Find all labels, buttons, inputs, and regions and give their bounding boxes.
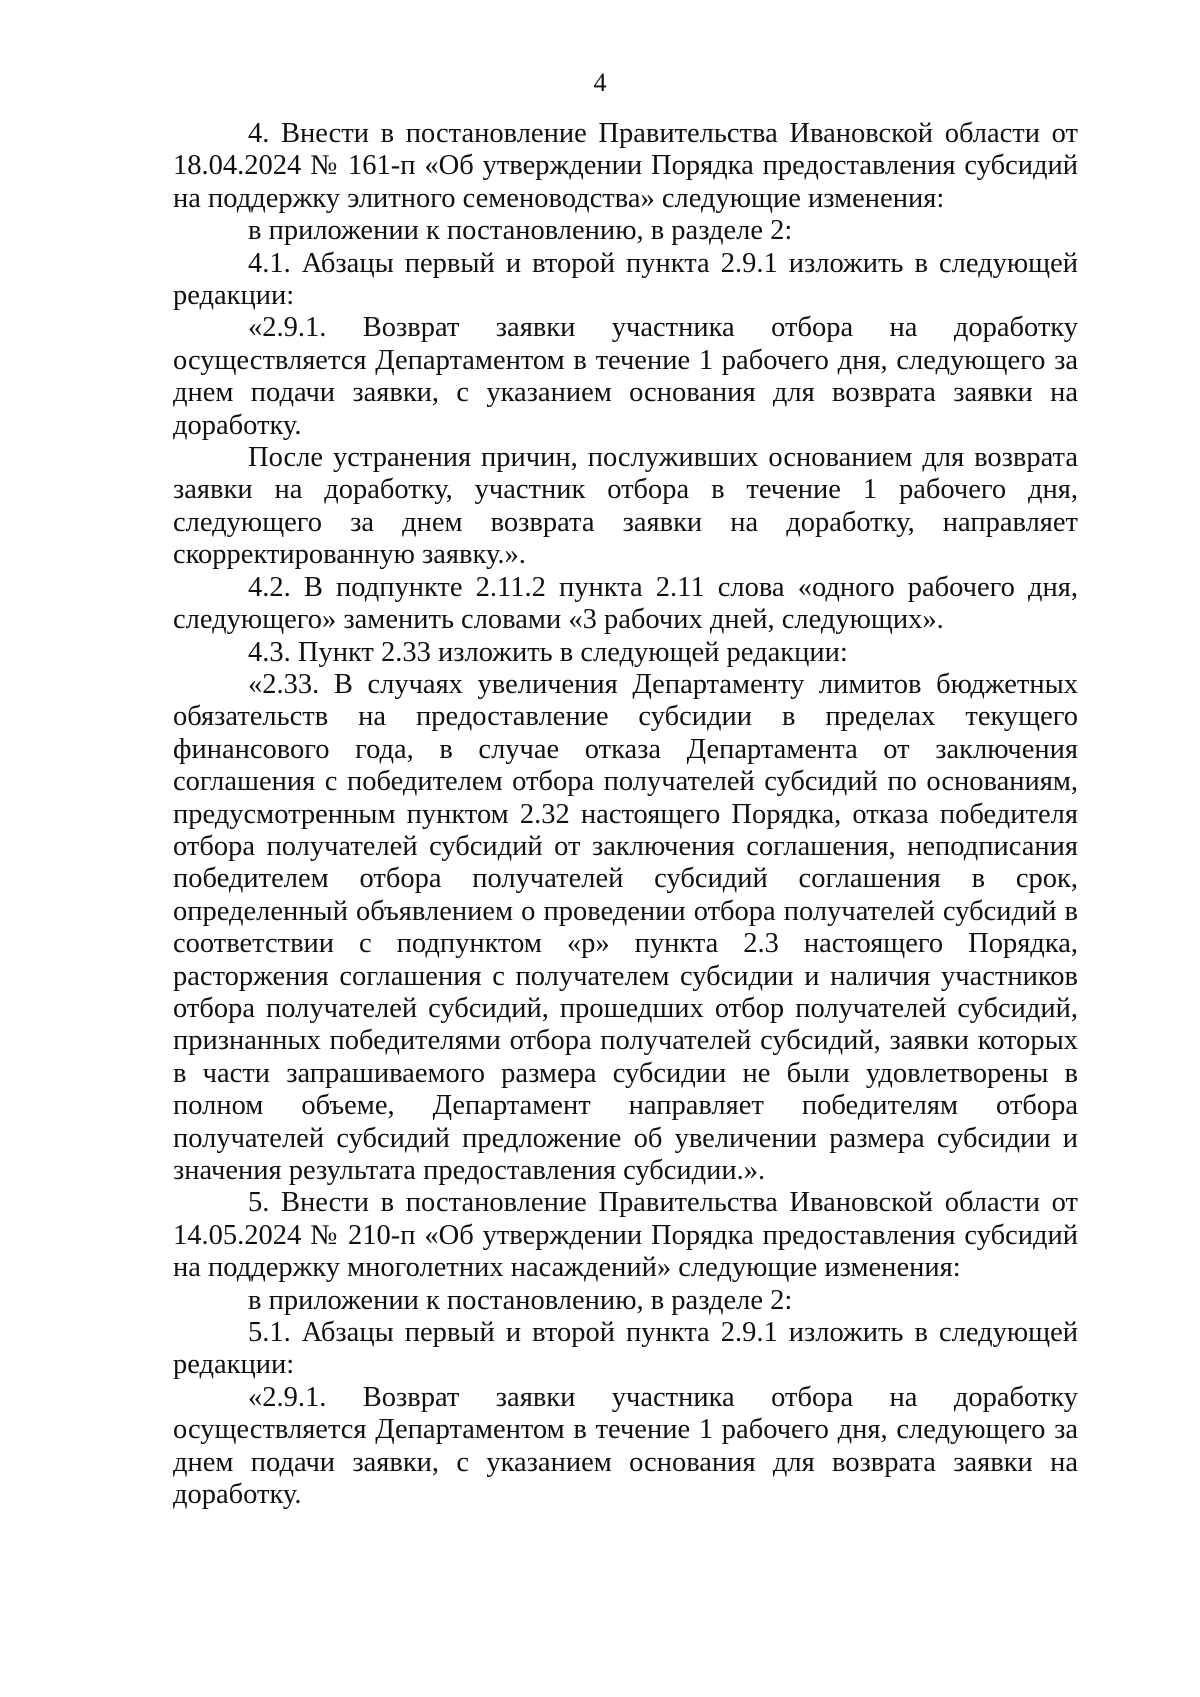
paragraph-item-4-3: 4.3. Пункт 2.33 изложить в следующей редакции:	[248, 636, 848, 668]
paragraph-item-4: 4. Внести в постановление Правительства Ивановской области от 18.04.2024 № 161-п «Об утверждении Порядка предоставления субсидий на поддержку элитного семеноводства» следующие изменения:	[173, 118, 1078, 214]
paragraph-item-5-1: 5.1. Абзацы первый и второй пункта 2.9.1 изложить в следующей редакции:	[173, 1317, 1078, 1381]
page-number: 4	[593, 68, 607, 97]
paragraph-item-5: 5. Внести в постановление Правительства Ивановской области от 14.05.2024 № 210-п «Об утверждении Порядка предоставления субсидий на поддержку многолетних насаждений» следующие изменения:	[173, 1187, 1078, 1284]
paragraph-appendix-section-2: в приложении к постановлению, в разделе 2:	[248, 215, 793, 247]
paragraph-quote-2-9-1-first: «2.9.1. Возврат заявки участника отбора на доработку осуществляется Департаментом в течение 1 рабочего дня, следующего за днем подачи заявки, с указанием основания для возврата заявки на доработку.	[173, 312, 1078, 441]
paragraph-item-4-2: 4.2. В подпункте 2.11.2 пункта 2.11 слова «одного рабочего дня, следующего» заменить словами «3 рабочих дней, следующих».	[173, 571, 1078, 636]
paragraph-appendix-section-2: в приложении к постановлению, в разделе 2:	[248, 1284, 793, 1316]
paragraph-quote-2-9-1-first: «2.9.1. Возврат заявки участника отбора на доработку осуществляется Департаментом в течение 1 рабочего дня, следующего за днем подачи заявки, с указанием основания для возврата заявки на доработку.	[173, 1381, 1078, 1511]
paragraph-quote-2-9-1-second: После устранения причин, послуживших основанием для возврата заявки на доработку, участник отбора в течение 1 рабочего дня, следующего за днем возврата заявки на доработку, направляет скорректированную заявку.».	[173, 442, 1078, 571]
paragraph-quote-2-33: «2.33. В случаях увеличения Департаменту лимитов бюджетных обязательств на предоставление субсидии в пределах текущего финансового года, в случае отказа Департамента от заключения соглашения с победителем отбора получателей субсидий по основаниям, предусмотренным пунктом 2.32 настоящего Порядка, отказа победителя отбора получателей субсидий от заключения соглашения, неподписания победителем отбора получателей субсидий соглашения в срок, определенный объявлением о проведении отбора получателей субсидий в соответствии с подпунктом «р» пункта 2.3 настоящего Порядка, расторжения соглашения с получателем субсидии и наличия участников отбора получателей субсидий, прошедших отбор получателей субсидий, признанных победителями отбора получателей субсидий, заявки которых в части запрашиваемого размера субсидии не были удовлетворены в полном объеме, Департамент направляет победителям отбора получателей субсидий предложение об увеличении размера субсидии и значения результата предоставления субсидии.».	[173, 668, 1078, 1186]
document-body	[173, 118, 1078, 1511]
paragraph-item-4-1: 4.1. Абзацы первый и второй пункта 2.9.1 изложить в следующей редакции:	[173, 247, 1078, 312]
